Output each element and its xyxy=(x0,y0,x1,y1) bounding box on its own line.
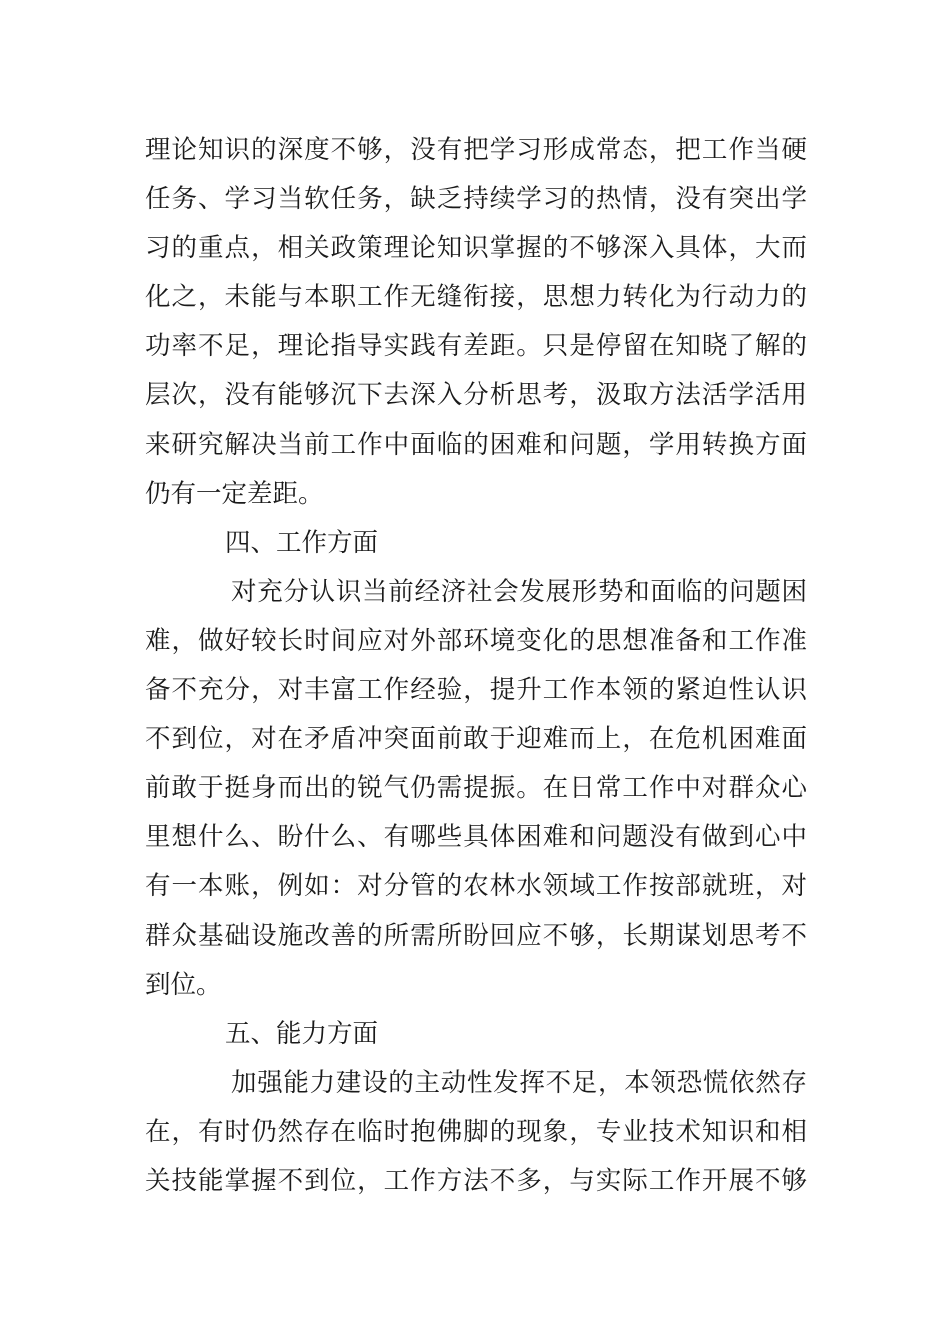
text-line: 前敢于挺身而出的锐气仍需提振。在日常工作中对群众心 xyxy=(145,773,807,804)
paragraph-ability xyxy=(145,1059,807,1206)
text-line: 功率不足，理论指导实践有差距。只是停留在知晓了解的 xyxy=(145,331,807,362)
text-line: 仍有一定差距。 xyxy=(145,478,324,509)
text-line: 有一本账，例如：对分管的农林水领域工作按部就班，对 xyxy=(145,871,807,902)
text-line: 对充分认识当前经济社会发展形势和面临的问题困 xyxy=(231,576,807,607)
text-line: 加强能力建设的主动性发挥不足，本领恐慌依然存 xyxy=(231,1067,807,1098)
text-line: 到位。 xyxy=(145,969,222,1000)
paragraph-work xyxy=(145,568,807,1010)
text-line: 难，做好较长时间应对外部环境变化的思想准备和工作准 xyxy=(145,625,807,656)
text-line: 在，有时仍然存在临时抱佛脚的现象，专业技术知识和相 xyxy=(145,1116,807,1147)
text-line: 里想什么、盼什么、有哪些具体困难和问题没有做到心中 xyxy=(145,822,807,853)
section-heading-ability: 五、能力方面 xyxy=(225,1018,379,1049)
text-line: 来研究解决当前工作中面临的困难和问题，学用转换方面 xyxy=(145,429,807,460)
text-line: 习的重点，相关政策理论知识掌握的不够深入具体，大而 xyxy=(145,233,807,264)
section-heading-work: 四、工作方面 xyxy=(225,527,379,558)
text-line: 群众基础设施改善的所需所盼回应不够，长期谋划思考不 xyxy=(145,920,807,951)
text-line: 关技能掌握不到位，工作方法不多，与实际工作开展不够 xyxy=(145,1165,807,1196)
text-line: 理论知识的深度不够，没有把学习形成常态，把工作当硬 xyxy=(145,135,807,165)
document-page xyxy=(145,126,807,1206)
text-line: 备不充分，对丰富工作经验，提升工作本领的紧迫性认识 xyxy=(145,675,807,706)
text-line: 层次，没有能够沉下去深入分析思考，汲取方法活学活用 xyxy=(145,380,807,411)
paragraph-study xyxy=(145,126,807,519)
text-line: 不到位，对在矛盾冲突面前敢于迎难而上，在危机困难面 xyxy=(145,724,807,755)
text-line: 任务、学习当软任务，缺乏持续学习的热情，没有突出学 xyxy=(145,184,807,215)
text-line: 化之，未能与本职工作无缝衔接，思想力转化为行动力的 xyxy=(145,282,807,313)
